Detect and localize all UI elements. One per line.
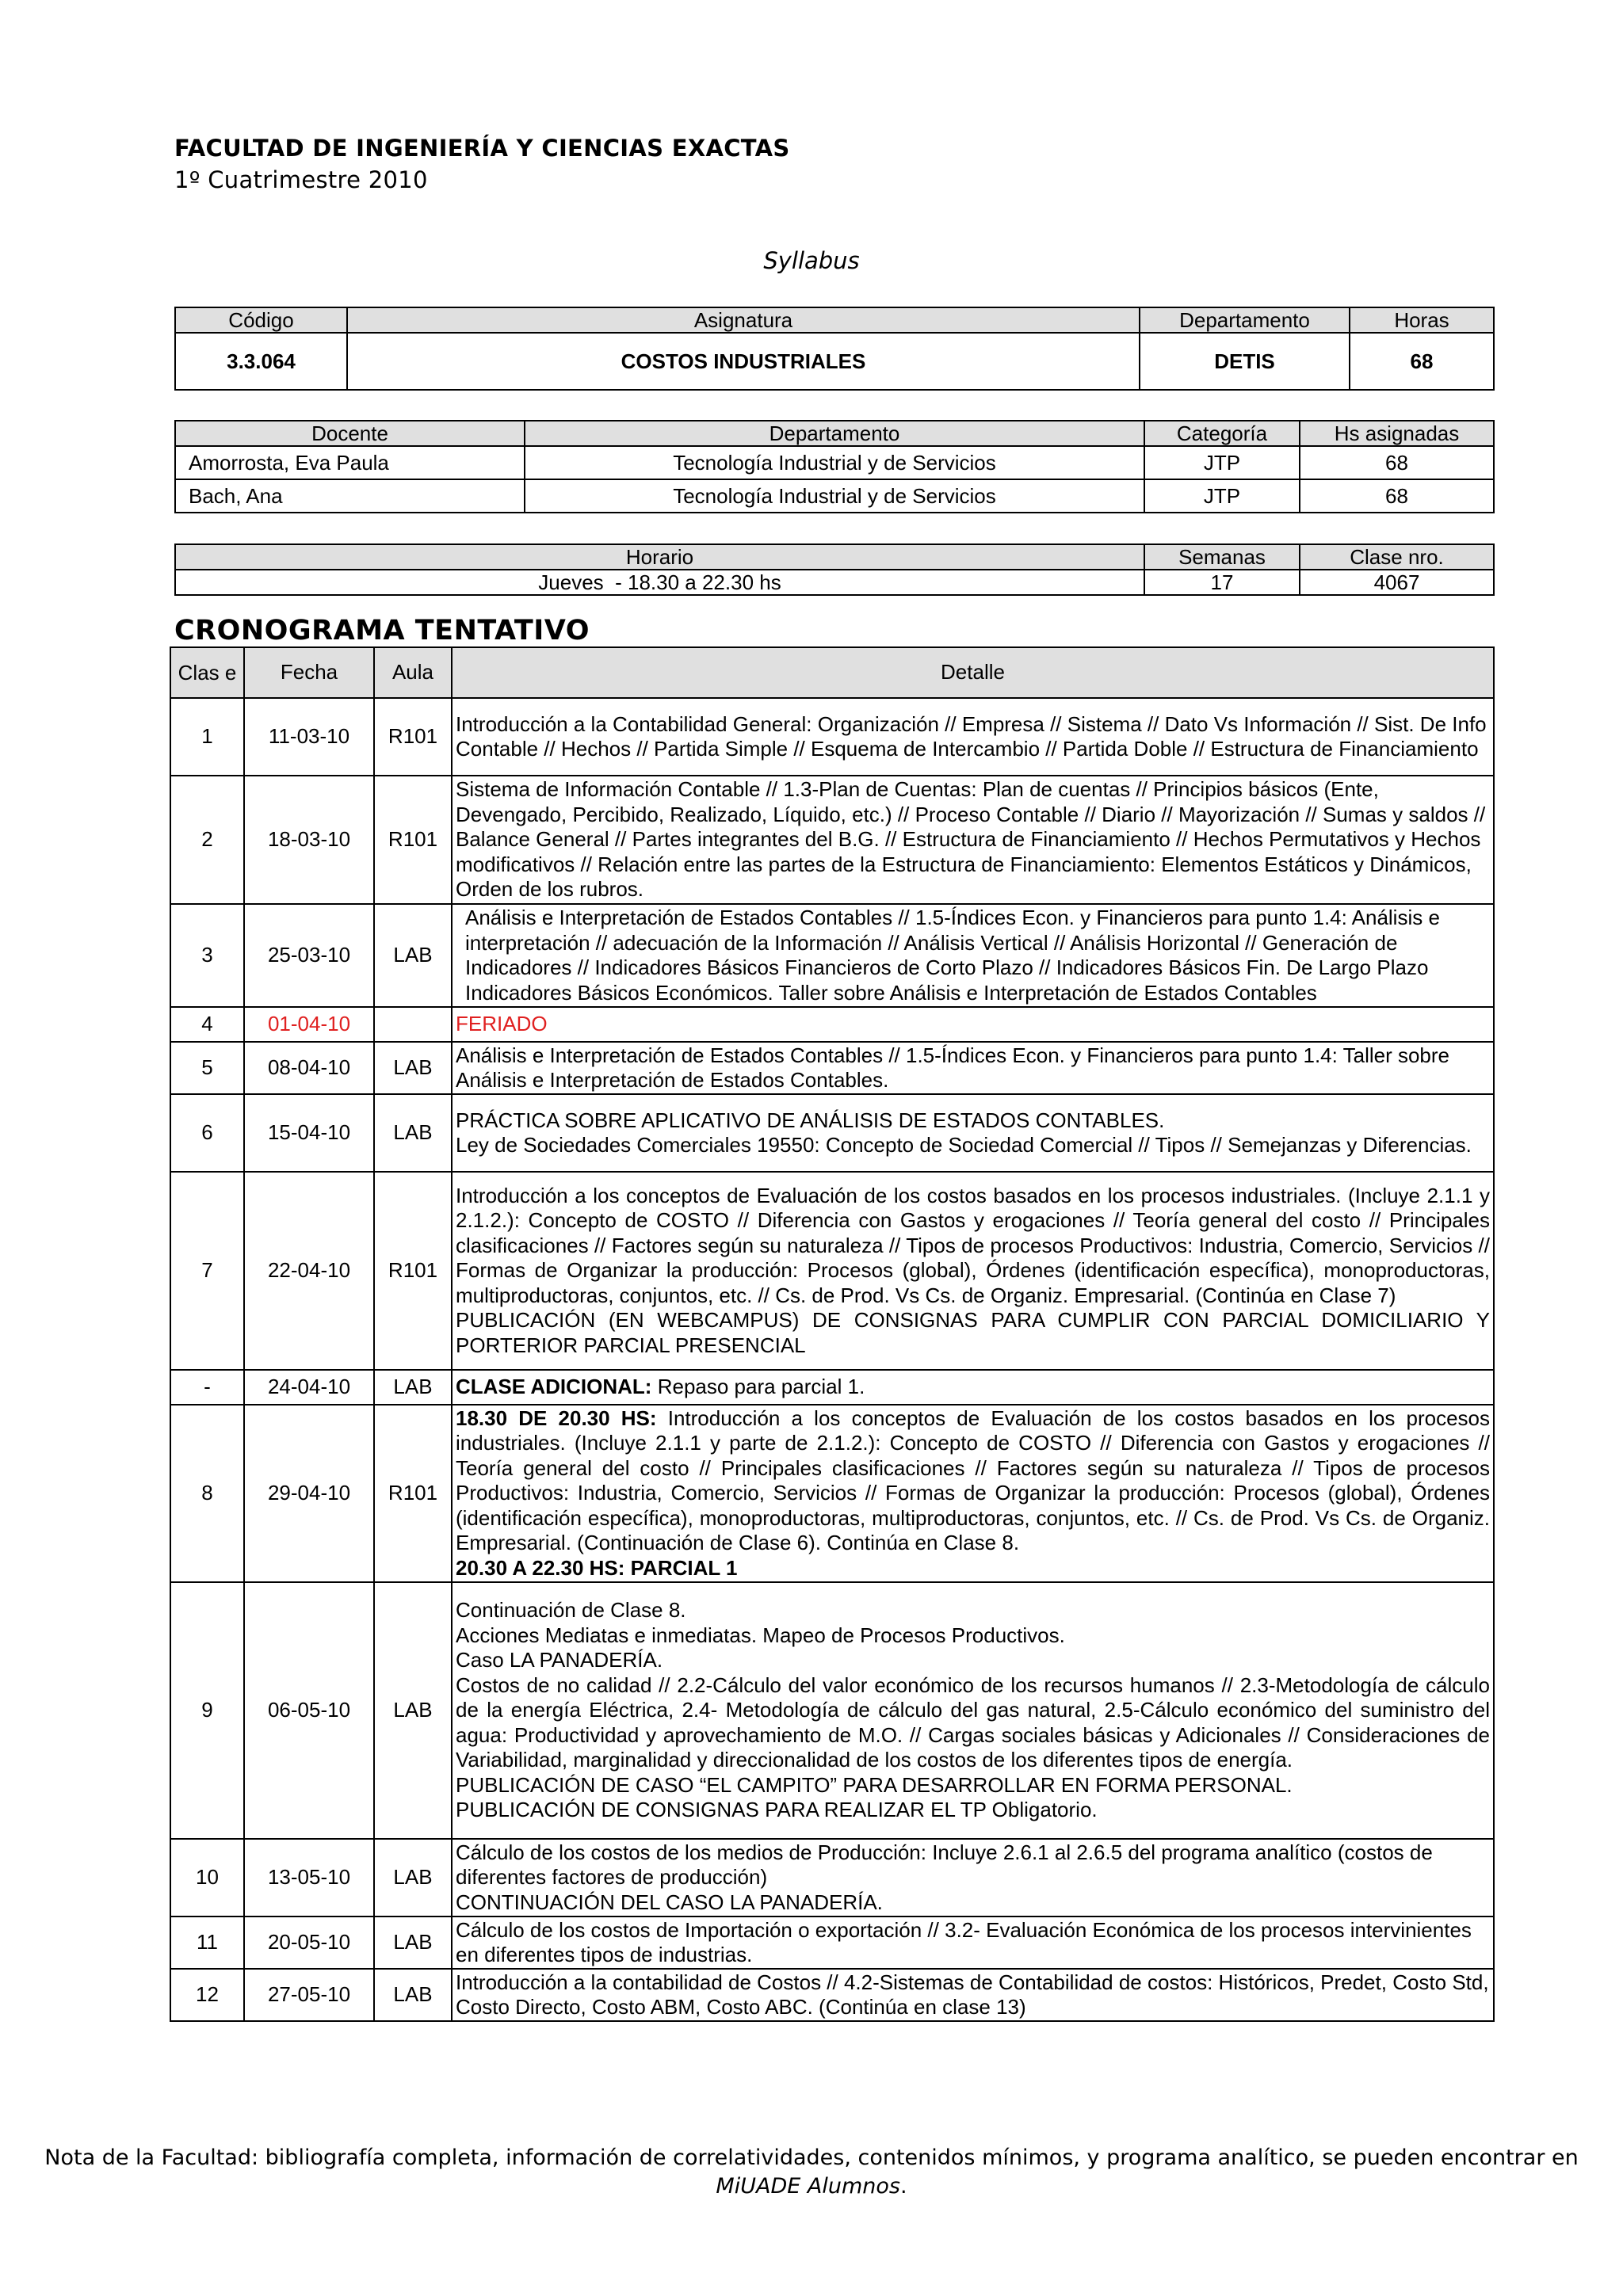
schedule-weeks: 17 (1144, 570, 1300, 595)
row-aula: LAB (374, 904, 452, 1007)
row-fecha: 11-03-10 (244, 698, 374, 776)
row-detalle: Introducción a la Contabilidad General: Organización // Empresa // Sistema // Dato Vs Información // Sist. De Info Contable // Hechos // Partida Simple // Esquema de Intercambio // Partida Doble // Estructura de Financiamiento (452, 698, 1494, 776)
row-detalle: Análisis e Interpretación de Estados Contables // 1.5-Índices Econ. y Financieros para punto 1.4: Taller sobre Análisis e Interpretación de Estados Contables. (452, 1042, 1494, 1094)
table-row (170, 904, 1494, 1007)
course-name: COSTOS INDUSTRIALES (347, 333, 1140, 390)
row-detalle: Sistema de Información Contable // 1.3-Plan de Cuentas: Plan de cuentas // Principios básicos (Ente, Devengado, Percibido, Realizado, Líquido, etc.) // Proceso Contable // Diario // Mayorización // Sumas y saldos // Balance General // Partes integrantes del B.G. // Estructura de Financiamiento // Hechos Permutativos y Hechos modificativos // Relación entre las partes de la Estructura de Financiamiento: Elementos Estáticos y Dinámicos, Orden de los rubros. (452, 776, 1494, 904)
row-fecha: 06-05-10 (244, 1582, 374, 1839)
detalle-line (456, 1406, 1490, 1556)
row-fecha: 24-04-10 (244, 1370, 374, 1405)
row-fecha: 25-03-10 (244, 904, 374, 1007)
row-fecha: 27-05-10 (244, 1969, 374, 2021)
table-row (170, 1172, 1494, 1370)
row-clase: 1 (170, 698, 244, 776)
detalle-bold: CLASE ADICIONAL: (456, 1375, 652, 1399)
row-aula: R101 (374, 698, 452, 776)
row-detalle: Introducción a la contabilidad de Costos // 4.2-Sistemas de Contabilidad de costos: Históricos, Predet, Costo Std, Costo Directo, Costo ABM, Costo ABC. (Continúa en clase 13) (452, 1969, 1494, 2021)
col-docente: Docente (175, 421, 525, 446)
row-aula: R101 (374, 1405, 452, 1582)
schedule-class-number: 4067 (1300, 570, 1494, 595)
row-aula: LAB (374, 1094, 452, 1172)
teacher-hours: 68 (1300, 446, 1494, 479)
row-fecha: 20-05-10 (244, 1917, 374, 1969)
table-row (170, 698, 1494, 776)
row-detalle: Análisis e Interpretación de Estados Contables // 1.5-Índices Econ. y Financieros para punto 1.4: Análisis e interpretación // adecuación de la Información // Análisis Vertical // Análisis Horizontal // Generación de Indicadores // Indicadores Básicos Financieros de Corto Plazo // Indicadores Básicos Fin. De Largo Plazo Indicadores Básicos Económicos. Taller sobre Análisis e Interpretación de Estados Contables (452, 904, 1494, 1007)
row-clase: 9 (170, 1582, 244, 1839)
col-horario: Horario (175, 544, 1144, 570)
row-clase: 7 (170, 1172, 244, 1370)
row-detalle-holiday: FERIADO (452, 1007, 1494, 1042)
detalle-line: PRÁCTICA SOBRE APLICATIVO DE ANÁLISIS DE ESTADOS CONTABLES. (456, 1108, 1165, 1132)
table-row (170, 1969, 1494, 2021)
col-departamento: Departamento (525, 421, 1144, 446)
col-semanas: Semanas (1144, 544, 1300, 570)
detalle-line: PUBLICACIÓN DE CASO “EL CAMPITO” PARA DESARROLLAR EN FORMA PERSONAL. (456, 1772, 1293, 1797)
detalle-bold: 18.30 DE 20.30 HS: (456, 1405, 657, 1430)
teacher-category: JTP (1144, 446, 1300, 479)
row-aula: LAB (374, 1839, 452, 1917)
teacher-name: Bach, Ana (175, 479, 525, 513)
footer-text: Nota de la Facultad: bibliografía completa, información de correlatividades, contenidos mínimos, y programa analítico, se pueden encontrar en (44, 2145, 1579, 2170)
row-clase: - (170, 1370, 244, 1405)
row-fecha: 08-04-10 (244, 1042, 374, 1094)
row-aula: LAB (374, 1917, 452, 1969)
detalle-line: PUBLICACIÓN (EN WEBCAMPUS) DE CONSIGNAS PARA CUMPLIR CON PARCIAL DOMICILIARIO Y PORTERIOR PARCIAL PRESENCIAL (456, 1308, 1490, 1357)
faculty-title: FACULTAD DE INGENIERÍA Y CIENCIAS EXACTAS (174, 135, 790, 162)
schedule-table (174, 543, 1495, 596)
row-detalle (452, 1839, 1494, 1917)
table-row (170, 1094, 1494, 1172)
row-clase: 4 (170, 1007, 244, 1042)
detalle-line: CONTINUACIÓN DEL CASO LA PANADERÍA. (456, 1890, 883, 1914)
row-clase: 8 (170, 1405, 244, 1582)
detalle-line: Cálculo de los costos de los medios de Producción: Incluye 2.6.1 al 2.6.5 del programa analítico (costos de diferentes factores de producción) (456, 1840, 1433, 1890)
course-hours: 68 (1350, 333, 1494, 390)
table-row (170, 1042, 1494, 1094)
teacher-department: Tecnología Industrial y de Servicios (525, 446, 1144, 479)
detalle-line: Continuación de Clase 8. (456, 1598, 686, 1623)
col-detalle: Detalle (452, 647, 1494, 698)
row-clase: 11 (170, 1917, 244, 1969)
course-table-header (175, 307, 1494, 333)
row-aula: LAB (374, 1969, 452, 2021)
row-aula (374, 1007, 452, 1042)
table-row (170, 1582, 1494, 1839)
row-detalle (452, 1370, 1494, 1405)
document-type: Syllabus (763, 247, 860, 274)
row-detalle (452, 1582, 1494, 1839)
col-aula: Aula (374, 647, 452, 698)
row-clase: 3 (170, 904, 244, 1007)
schedule-table-header (175, 544, 1494, 570)
col-categoria: Categoría (1144, 421, 1300, 446)
teachers-table-header (175, 421, 1494, 446)
faculty-note (0, 2144, 1623, 2201)
footer-text-end: . (899, 2174, 907, 2199)
detalle-text: Repaso para parcial 1. (651, 1375, 865, 1399)
row-aula: R101 (374, 1172, 452, 1370)
teacher-category: JTP (1144, 479, 1300, 513)
table-row (175, 446, 1494, 479)
teacher-department: Tecnología Industrial y de Servicios (525, 479, 1144, 513)
row-detalle: Cálculo de los costos de Importación o exportación // 3.2- Evaluación Económica de los procesos intervinientes en diferentes tipos de industrias. (452, 1917, 1494, 1969)
detalle-line: Costos de no calidad // 2.2-Cálculo del valor económico de los recursos humanos // 2.3-Metodología de cálculo de la energía Eléctrica, 2.4- Metodología de cálculo del gas natural, 2.5-Cálculo económico del suministro del agua: Productividad y aprovechamiento de M.O. // Cargas sociales básicas y Adicionales // Consideraciones de Variabilidad, marginalidad y direccionalidad de los costos de los diferentes tipos de energía. (456, 1672, 1490, 1772)
detalle-line: PUBLICACIÓN DE CONSIGNAS PARA REALIZAR EL TP Obligatorio. (456, 1798, 1098, 1822)
table-row (175, 479, 1494, 513)
course-department: DETIS (1140, 333, 1350, 390)
detalle-line: Ley de Sociedades Comerciales 19550: Concepto de Sociedad Comercial // Tipos // Semejanzas y Diferencias. (456, 1133, 1472, 1157)
table-row (170, 1839, 1494, 1917)
row-aula: LAB (374, 1370, 452, 1405)
row-clase: 5 (170, 1042, 244, 1094)
course-code: 3.3.064 (175, 333, 347, 390)
col-hs-asignadas: Hs asignadas (1300, 421, 1494, 446)
term-label: 1º Cuatrimestre 2010 (174, 166, 428, 193)
detalle-line: Introducción a los conceptos de Evaluación de los costos basados en los procesos industriales. (Incluye 2.1.1 y 2.1.2.): Concepto de COSTO // Diferencia con Gastos y erogaciones // Teoría general del costo // Principales clasificaciones // Factores según su naturaleza // Tipos de procesos Productivos: Industria, Comercio, Servicios // Formas de Organizar la producción: Procesos (global), Órdenes (identificación específica), monoproductoras, multiproductoras, conjuntos, etc. // Cs. de Prod. Vs Cs. de Organiz. Empresarial. (Continúa en Clase 7) (456, 1183, 1490, 1307)
cronograma-header (170, 647, 1494, 698)
row-fecha: 15-04-10 (244, 1094, 374, 1172)
detalle-text: Introducción a los conceptos de Evaluación de los costos basados en los procesos industriales. (Incluye 2.1.1 y parte de 2.1.2.): Concepto de COSTO // Diferencia con Gastos y erogaciones // Teoría general del costo // Principales clasificaciones // Factores según su naturaleza // Tipos de procesos Productivos: Industria, Comercio, Servicios // Formas de Organizar la producción: Procesos (global), Órdenes (identificación específica), monoproductoras, multiproductoras, conjuntos, etc. // Cs. de Prod. Vs Cs. de Organiz. Empresarial. (Continuación de Clase 6). Continúa en Clase 8. (456, 1405, 1490, 1555)
cronograma-title: CRONOGRAMA TENTATIVO (174, 615, 590, 646)
row-clase: 10 (170, 1839, 244, 1917)
col-clase-nro: Clase nro. (1300, 544, 1494, 570)
row-fecha: 13-05-10 (244, 1839, 374, 1917)
detalle-line: Acciones Mediatas e inmediatas. Mapeo de Procesos Productivos. (456, 1623, 1065, 1647)
detalle-line: Caso LA PANADERÍA. (456, 1648, 663, 1672)
row-detalle (452, 1094, 1494, 1172)
row-clase: 6 (170, 1094, 244, 1172)
col-horas: Horas (1350, 307, 1494, 333)
teacher-hours: 68 (1300, 479, 1494, 513)
table-row (170, 1405, 1494, 1582)
schedule-time: Jueves - 18.30 a 22.30 hs (175, 570, 1144, 595)
row-detalle (452, 1172, 1494, 1370)
table-row (170, 1007, 1494, 1042)
row-fecha: 18-03-10 (244, 776, 374, 904)
table-row (175, 570, 1494, 595)
teachers-table (174, 420, 1495, 513)
row-fecha: 01-04-10 (244, 1007, 374, 1042)
row-clase: 2 (170, 776, 244, 904)
col-departamento: Departamento (1140, 307, 1350, 333)
table-row (170, 1917, 1494, 1969)
col-clase: Clas e (170, 647, 244, 698)
row-fecha: 22-04-10 (244, 1172, 374, 1370)
row-aula: LAB (374, 1582, 452, 1839)
table-row (170, 776, 1494, 904)
row-aula: R101 (374, 776, 452, 904)
course-table (174, 307, 1495, 391)
row-aula: LAB (374, 1042, 452, 1094)
cronograma-table (170, 646, 1495, 2022)
teacher-name: Amorrosta, Eva Paula (175, 446, 525, 479)
table-row (175, 333, 1494, 390)
row-clase: 12 (170, 1969, 244, 2021)
row-detalle (452, 1405, 1494, 1582)
col-fecha: Fecha (244, 647, 374, 698)
col-codigo: Código (175, 307, 347, 333)
footer-link[interactable]: MiUADE Alumnos (716, 2174, 900, 2199)
row-fecha: 29-04-10 (244, 1405, 374, 1582)
table-row (170, 1370, 1494, 1405)
col-asignatura: Asignatura (347, 307, 1140, 333)
detalle-line-bold: 20.30 A 22.30 HS: PARCIAL 1 (456, 1555, 738, 1580)
